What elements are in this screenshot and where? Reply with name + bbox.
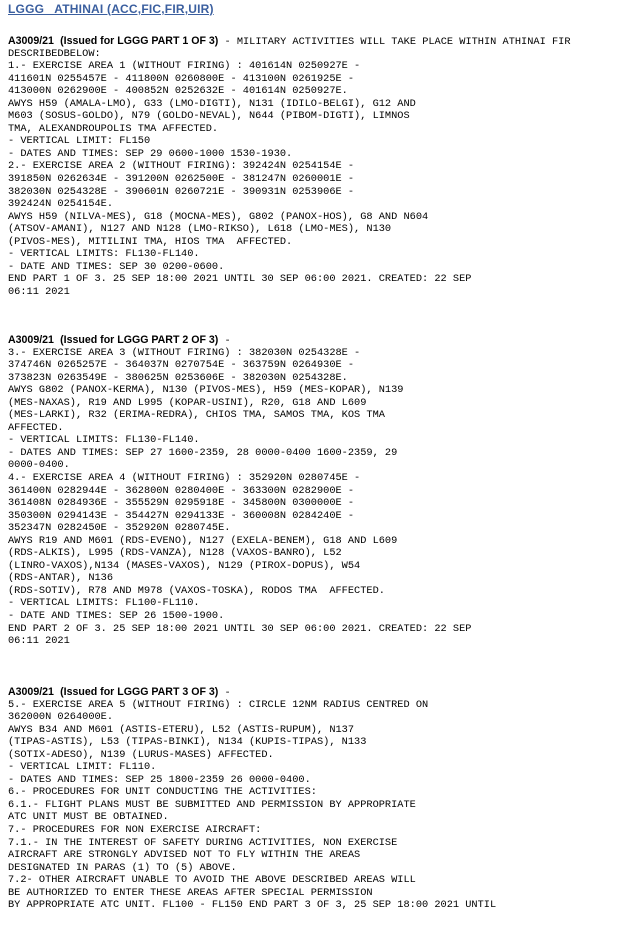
notam-header-text: -: [218, 335, 231, 347]
notam-text-line: - DATES AND TIMES: SEP 29 0600-1000 1530-1930.: [8, 147, 293, 160]
notam-text-line: 5.- EXERCISE AREA 5 (WITHOUT FIRING) : CIRCLE 12NM RADIUS CENTRED ON: [8, 698, 429, 711]
notam-text-line: - VERTICAL LIMITS: FL100-FL110.: [8, 597, 200, 610]
notam-issued: (Issued for LGGG PART 2 OF 3): [60, 334, 219, 346]
notam-text-line: (RDS-ALKIS), L995 (RDS-VANZA), N128 (VAXOS-BANRO), L52: [8, 547, 342, 560]
notam-part-2: [8, 334, 618, 648]
notam-text-line: 361408N 0284936E - 355529N 0295918E - 345800N 0300000E -: [8, 497, 355, 510]
notam-header-text: -: [218, 687, 231, 699]
notam-header: [8, 686, 618, 699]
notam-text-line: AWYS H59 (AMALA-LMO), G33 (LMO-DIGTI), N131 (IDILO-BELGI), G12 AND: [8, 97, 416, 110]
notam-text-line: 0000-0400.: [8, 459, 70, 472]
notam-body: [8, 347, 618, 648]
notam-text-line: 361400N 0282944E - 362800N 0280400E - 363300N 0282900E -: [8, 484, 355, 497]
notam-text-line: ATC UNIT MUST BE OBTAINED.: [8, 811, 169, 824]
notam-id: A3009/21: [8, 334, 54, 346]
notam-text-line: 373823N 0263549E - 380625N 0253606E - 382030N 0254328E.: [8, 371, 348, 384]
notam-text-line: 3.- EXERCISE AREA 3 (WITHOUT FIRING) : 382030N 0254328E -: [8, 346, 361, 359]
notam-text-line: 350300N 0294143E - 354427N 0294133E - 360008N 0284240E -: [8, 509, 355, 522]
notam-text-line: - VERTICAL LIMITS: FL130-FL140.: [8, 434, 200, 447]
notam-id: A3009/21: [8, 686, 54, 698]
notam-text-line: - VERTICAL LIMIT: FL110.: [8, 761, 157, 774]
notam-text-line: 4.- EXERCISE AREA 4 (WITHOUT FIRING) : 352920N 0280745E -: [8, 472, 361, 485]
notam-text-line: (PIVOS-MES), MITILINI TMA, HIOS TMA AFFECTED.: [8, 235, 293, 248]
notam-text-line: - DATE AND TIMES: SEP 30 0200-0600.: [8, 260, 225, 273]
notam-header: [8, 334, 618, 347]
notam-text-line: - VERTICAL LIMIT: FL150: [8, 135, 151, 148]
notam-text-line: 362000N 0264000E.: [8, 711, 114, 724]
notam-text-line: 352347N 0282450E - 352920N 0280745E.: [8, 522, 231, 535]
notam-text-line: (RDS-SOTIV), R78 AND M978 (VAXOS-TOSKA), RODOS TMA AFFECTED.: [8, 584, 385, 597]
notam-text-line: DESIGNATED IN PARAS (1) TO (5) ABOVE.: [8, 861, 237, 874]
notam-text-line: BY APPROPRIATE ATC UNIT. FL100 - FL150 END PART 3 OF 3, 25 SEP 18:00 2021 UNTIL: [8, 899, 497, 912]
notam-issued: (Issued for LGGG PART 1 OF 3): [60, 35, 219, 47]
notam-text-line: (LINRO-VAXOS),N134 (MASES-VAXOS), N129 (PIROX-DOPUS), W54: [8, 559, 361, 572]
notam-text-line: AIRCRAFT ARE STRONGLY ADVISED NOT TO FLY WITHIN THE AREAS: [8, 849, 361, 862]
notam-text-line: 7.1.- IN THE INTEREST OF SAFETY DURING ACTIVITIES, NON EXERCISE: [8, 836, 398, 849]
notam-text-line: - DATES AND TIMES: SEP 27 1600-2359, 28 0000-0400 1600-2359, 29: [8, 446, 398, 459]
notam-text-line: (TIPAS-ASTIS), L53 (TIPAS-BINKI), N134 (KUPIS-TIPAS), N133: [8, 736, 367, 749]
notam-text-line: AWYS H59 (NILVA-MES), G18 (MOCNA-MES), G802 (PANOX-HOS), G8 AND N604: [8, 210, 429, 223]
notam-text-line: 6.- PROCEDURES FOR UNIT CONDUCTING THE ACTIVITIES:: [8, 786, 317, 799]
notam-text-line: - VERTICAL LIMITS: FL130-FL140.: [8, 248, 200, 261]
notam-text-line: M603 (SOSUS-GOLDO), N79 (GOLDO-NEVAL), N644 (PIBOM-DIGTI), LIMNOS: [8, 110, 410, 123]
notam-text-line: END PART 1 OF 3. 25 SEP 18:00 2021 UNTIL 30 SEP 06:00 2021. CREATED: 22 SEP: [8, 273, 472, 286]
notam-text-line: 392424N 0254154E.: [8, 198, 114, 211]
notam-text-line: AWYS G802 (PANOX-KERMA), N130 (PIVOS-MES), H59 (MES-KOPAR), N139: [8, 384, 404, 397]
notam-text-line: AFFECTED.: [8, 421, 64, 434]
notam-text-line: (ATSOV-AMANI), N127 AND N128 (LMO-RIKSO), L618 (LMO-MES), N130: [8, 223, 392, 236]
notam-text-line: (MES-LARKI), R32 (ERIMA-REDRA), CHIOS TMA, SAMOS TMA, KOS TMA: [8, 409, 385, 422]
notam-text-line: END PART 2 OF 3. 25 SEP 18:00 2021 UNTIL 30 SEP 06:00 2021. CREATED: 22 SEP: [8, 622, 472, 635]
notam-text-line: - DATES AND TIMES: SEP 25 1800-2359 26 0000-0400.: [8, 773, 311, 786]
notam-header: [8, 35, 618, 48]
notam-text-line: 2.- EXERCISE AREA 2 (WITHOUT FIRING): 392424N 0254154E -: [8, 160, 355, 173]
notam-text-line: - DATE AND TIMES: SEP 26 1500-1900.: [8, 610, 225, 623]
notam-text-line: 7.2- OTHER AIRCRAFT UNABLE TO AVOID THE ABOVE DESCRIBED AREAS WILL: [8, 874, 416, 887]
notam-id: A3009/21: [8, 35, 54, 47]
notam-text-line: 06:11 2021: [8, 635, 70, 648]
notam-text-line: (RDS-ANTAR), N136: [8, 572, 114, 585]
notam-text-line: 411601N 0255457E - 411800N 0260800E - 413100N 0261925E -: [8, 72, 355, 85]
notam-body: [8, 699, 618, 912]
notam-text-line: AWYS B34 AND M601 (ASTIS-ETERU), L52 (ASTIS-RUPUM), N137: [8, 723, 355, 736]
notam-text-line: 1.- EXERCISE AREA 1 (WITHOUT FIRING) : 401614N 0250927E -: [8, 60, 361, 73]
notam-text-line: 6.1.- FLIGHT PLANS MUST BE SUBMITTED AND PERMISSION BY APPROPRIATE: [8, 798, 416, 811]
notam-text-line: TMA, ALEXANDROUPOLIS TMA AFFECTED.: [8, 122, 219, 135]
notam-text-line: 413000N 0262900E - 400852N 0252632E - 401614N 0250927E.: [8, 85, 348, 98]
notam-text-line: 382030N 0254328E - 390601N 0260721E - 390931N 0253906E -: [8, 185, 355, 198]
notam-text-line: BE AUTHORIZED TO ENTER THESE AREAS AFTER SPECIAL PERMISSION: [8, 886, 373, 899]
notam-header-text: - MILITARY ACTIVITIES WILL TAKE PLACE WITHIN ATHINAI FIR: [218, 36, 571, 48]
notam-text-line: DESCRIBEDBELOW:: [8, 47, 101, 60]
notam-part-3: [8, 686, 618, 912]
notam-text-line: 7.- PROCEDURES FOR NON EXERCISE AIRCRAFT:: [8, 824, 262, 837]
notam-text-line: (SOTIX-ADESO), N139 (LURUS-MASES) AFFECTED.: [8, 748, 274, 761]
notam-text-line: (MES-NAXAS), R19 AND L995 (KOPAR-USINI), R20, G18 AND L609: [8, 396, 367, 409]
notam-text-line: 391850N 0262634E - 391200N 0262500E - 381247N 0260001E -: [8, 173, 355, 186]
fir-title-link[interactable]: LGGG ATHINAI (ACC,FIC,FIR,UIR): [8, 2, 214, 16]
notam-part-1: [8, 35, 618, 298]
notam-text-line: 374746N 0265257E - 364037N 0270754E - 363759N 0264930E -: [8, 359, 355, 372]
notam-issued: (Issued for LGGG PART 3 OF 3): [60, 686, 219, 698]
notam-text-line: 06:11 2021: [8, 285, 70, 298]
notam-text-line: AWYS R19 AND M601 (RDS-EVENO), N127 (EXELA-BENEM), G18 AND L609: [8, 534, 398, 547]
notam-body: [8, 48, 618, 299]
